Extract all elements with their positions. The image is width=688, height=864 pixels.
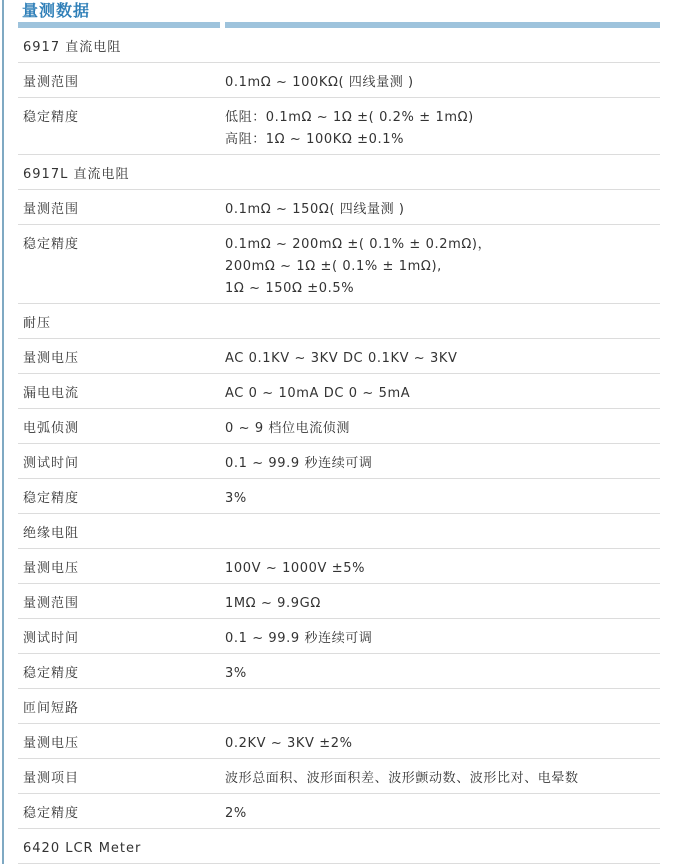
spec-label: 量测范围 (23, 596, 80, 611)
section-header (18, 0, 660, 28)
spec-value (225, 190, 660, 224)
spec-value-line: 1Ω ~ 150Ω ±0.5% (225, 281, 355, 296)
spec-value-line: 低阻：0.1mΩ ~ 1Ω ±( 0.2% ± 1mΩ) (225, 110, 474, 125)
section-heading: 绝缘电阻 (23, 526, 80, 541)
spec-value-line: 0.1mΩ ~ 150Ω( 四线量测 ) (225, 202, 405, 217)
spec-value (225, 829, 660, 863)
spec-value-line: 2% (225, 806, 247, 821)
spec-label: 测试时间 (23, 456, 80, 471)
spec-label: 稳定精度 (23, 491, 80, 506)
section-heading-row (18, 28, 660, 63)
spec-label: 测试时间 (23, 631, 80, 646)
spec-value-line: 3% (225, 491, 247, 506)
spec-row (18, 190, 660, 225)
section-heading-row (18, 514, 660, 549)
section-heading-row (18, 829, 660, 864)
spec-row (18, 479, 660, 514)
spec-value-line: AC 0 ~ 10mA DC 0 ~ 5mA (225, 386, 411, 401)
spec-value-line: AC 0.1KV ~ 3KV DC 0.1KV ~ 3KV (225, 351, 458, 366)
spec-label: 量测范围 (23, 75, 80, 90)
spec-value (225, 63, 660, 97)
spec-value (225, 759, 660, 793)
spec-value-line: 1MΩ ~ 9.9GΩ (225, 596, 321, 611)
section-heading: 6917L 直流电阻 (23, 167, 130, 182)
spec-label: 电弧侦测 (23, 421, 80, 436)
spec-label: 量测电压 (23, 736, 80, 751)
spec-value-line: 波形总面积、波形面积差、波形颤动数、波形比对、电晕数 (225, 771, 579, 786)
spec-row (18, 339, 660, 374)
spec-label: 稳定精度 (23, 110, 80, 125)
spec-value-line: 高阻：1Ω ~ 100KΩ ±0.1% (225, 132, 405, 147)
spec-value (225, 654, 660, 688)
spec-value-line: 0.2KV ~ 3KV ±2% (225, 736, 353, 751)
spec-value (225, 225, 660, 303)
spec-value-line: 0.1mΩ ~ 200mΩ ±( 0.1% ± 0.2mΩ)， (225, 237, 492, 252)
spec-value (225, 689, 660, 723)
spec-value (225, 339, 660, 373)
spec-value-line: 0.1 ~ 99.9 秒连续可调 (225, 631, 373, 646)
spec-value (225, 514, 660, 548)
spec-row (18, 409, 660, 444)
spec-row (18, 654, 660, 689)
spec-value (225, 479, 660, 513)
spec-value (225, 619, 660, 653)
spec-label: 量测电压 (23, 351, 80, 366)
spec-value-line: 0.1 ~ 99.9 秒连续可调 (225, 456, 373, 471)
spec-row (18, 98, 660, 155)
spec-value (225, 549, 660, 583)
spec-row (18, 724, 660, 759)
section-heading: 6420 LCR Meter (23, 841, 142, 856)
spec-label: 量测电压 (23, 561, 80, 576)
section-heading: 耐压 (23, 316, 52, 331)
section-heading: 匝间短路 (23, 701, 80, 716)
spec-value (225, 409, 660, 443)
spec-label: 稳定精度 (23, 237, 80, 252)
spec-label: 量测项目 (23, 771, 80, 786)
spec-label: 稳定精度 (23, 666, 80, 681)
spec-row (18, 794, 660, 829)
section-heading-row (18, 155, 660, 190)
spec-row (18, 374, 660, 409)
spec-value-line: 0 ~ 9 档位电流侦测 (225, 421, 351, 436)
section-title: 量测数据 (22, 1, 91, 20)
spec-value (225, 304, 660, 338)
spec-value-line: 3% (225, 666, 247, 681)
spec-row (18, 584, 660, 619)
spec-value (225, 584, 660, 618)
spec-row (18, 759, 660, 794)
spec-value (225, 794, 660, 828)
spec-row (18, 444, 660, 479)
spec-value (225, 444, 660, 478)
spec-label: 漏电电流 (23, 386, 80, 401)
spec-row (18, 63, 660, 98)
spec-label: 量测范围 (23, 202, 80, 217)
spec-value (225, 724, 660, 758)
spec-table (18, 28, 660, 864)
spec-value (225, 374, 660, 408)
spec-value-line: 0.1mΩ ~ 100KΩ( 四线量测 ) (225, 75, 414, 90)
spec-value (225, 28, 660, 62)
page-left-border (2, 0, 4, 864)
spec-row (18, 225, 660, 304)
spec-label: 稳定精度 (23, 806, 80, 821)
spec-value-line: 200mΩ ~ 1Ω ±( 0.1% ± 1mΩ), (225, 259, 442, 274)
spec-row (18, 619, 660, 654)
section-heading: 6917 直流电阻 (23, 40, 122, 55)
section-heading-row (18, 689, 660, 724)
spec-value-line: 100V ~ 1000V ±5% (225, 561, 366, 576)
spec-value (225, 98, 660, 154)
spec-value (225, 155, 660, 189)
spec-row (18, 549, 660, 584)
section-heading-row (18, 304, 660, 339)
